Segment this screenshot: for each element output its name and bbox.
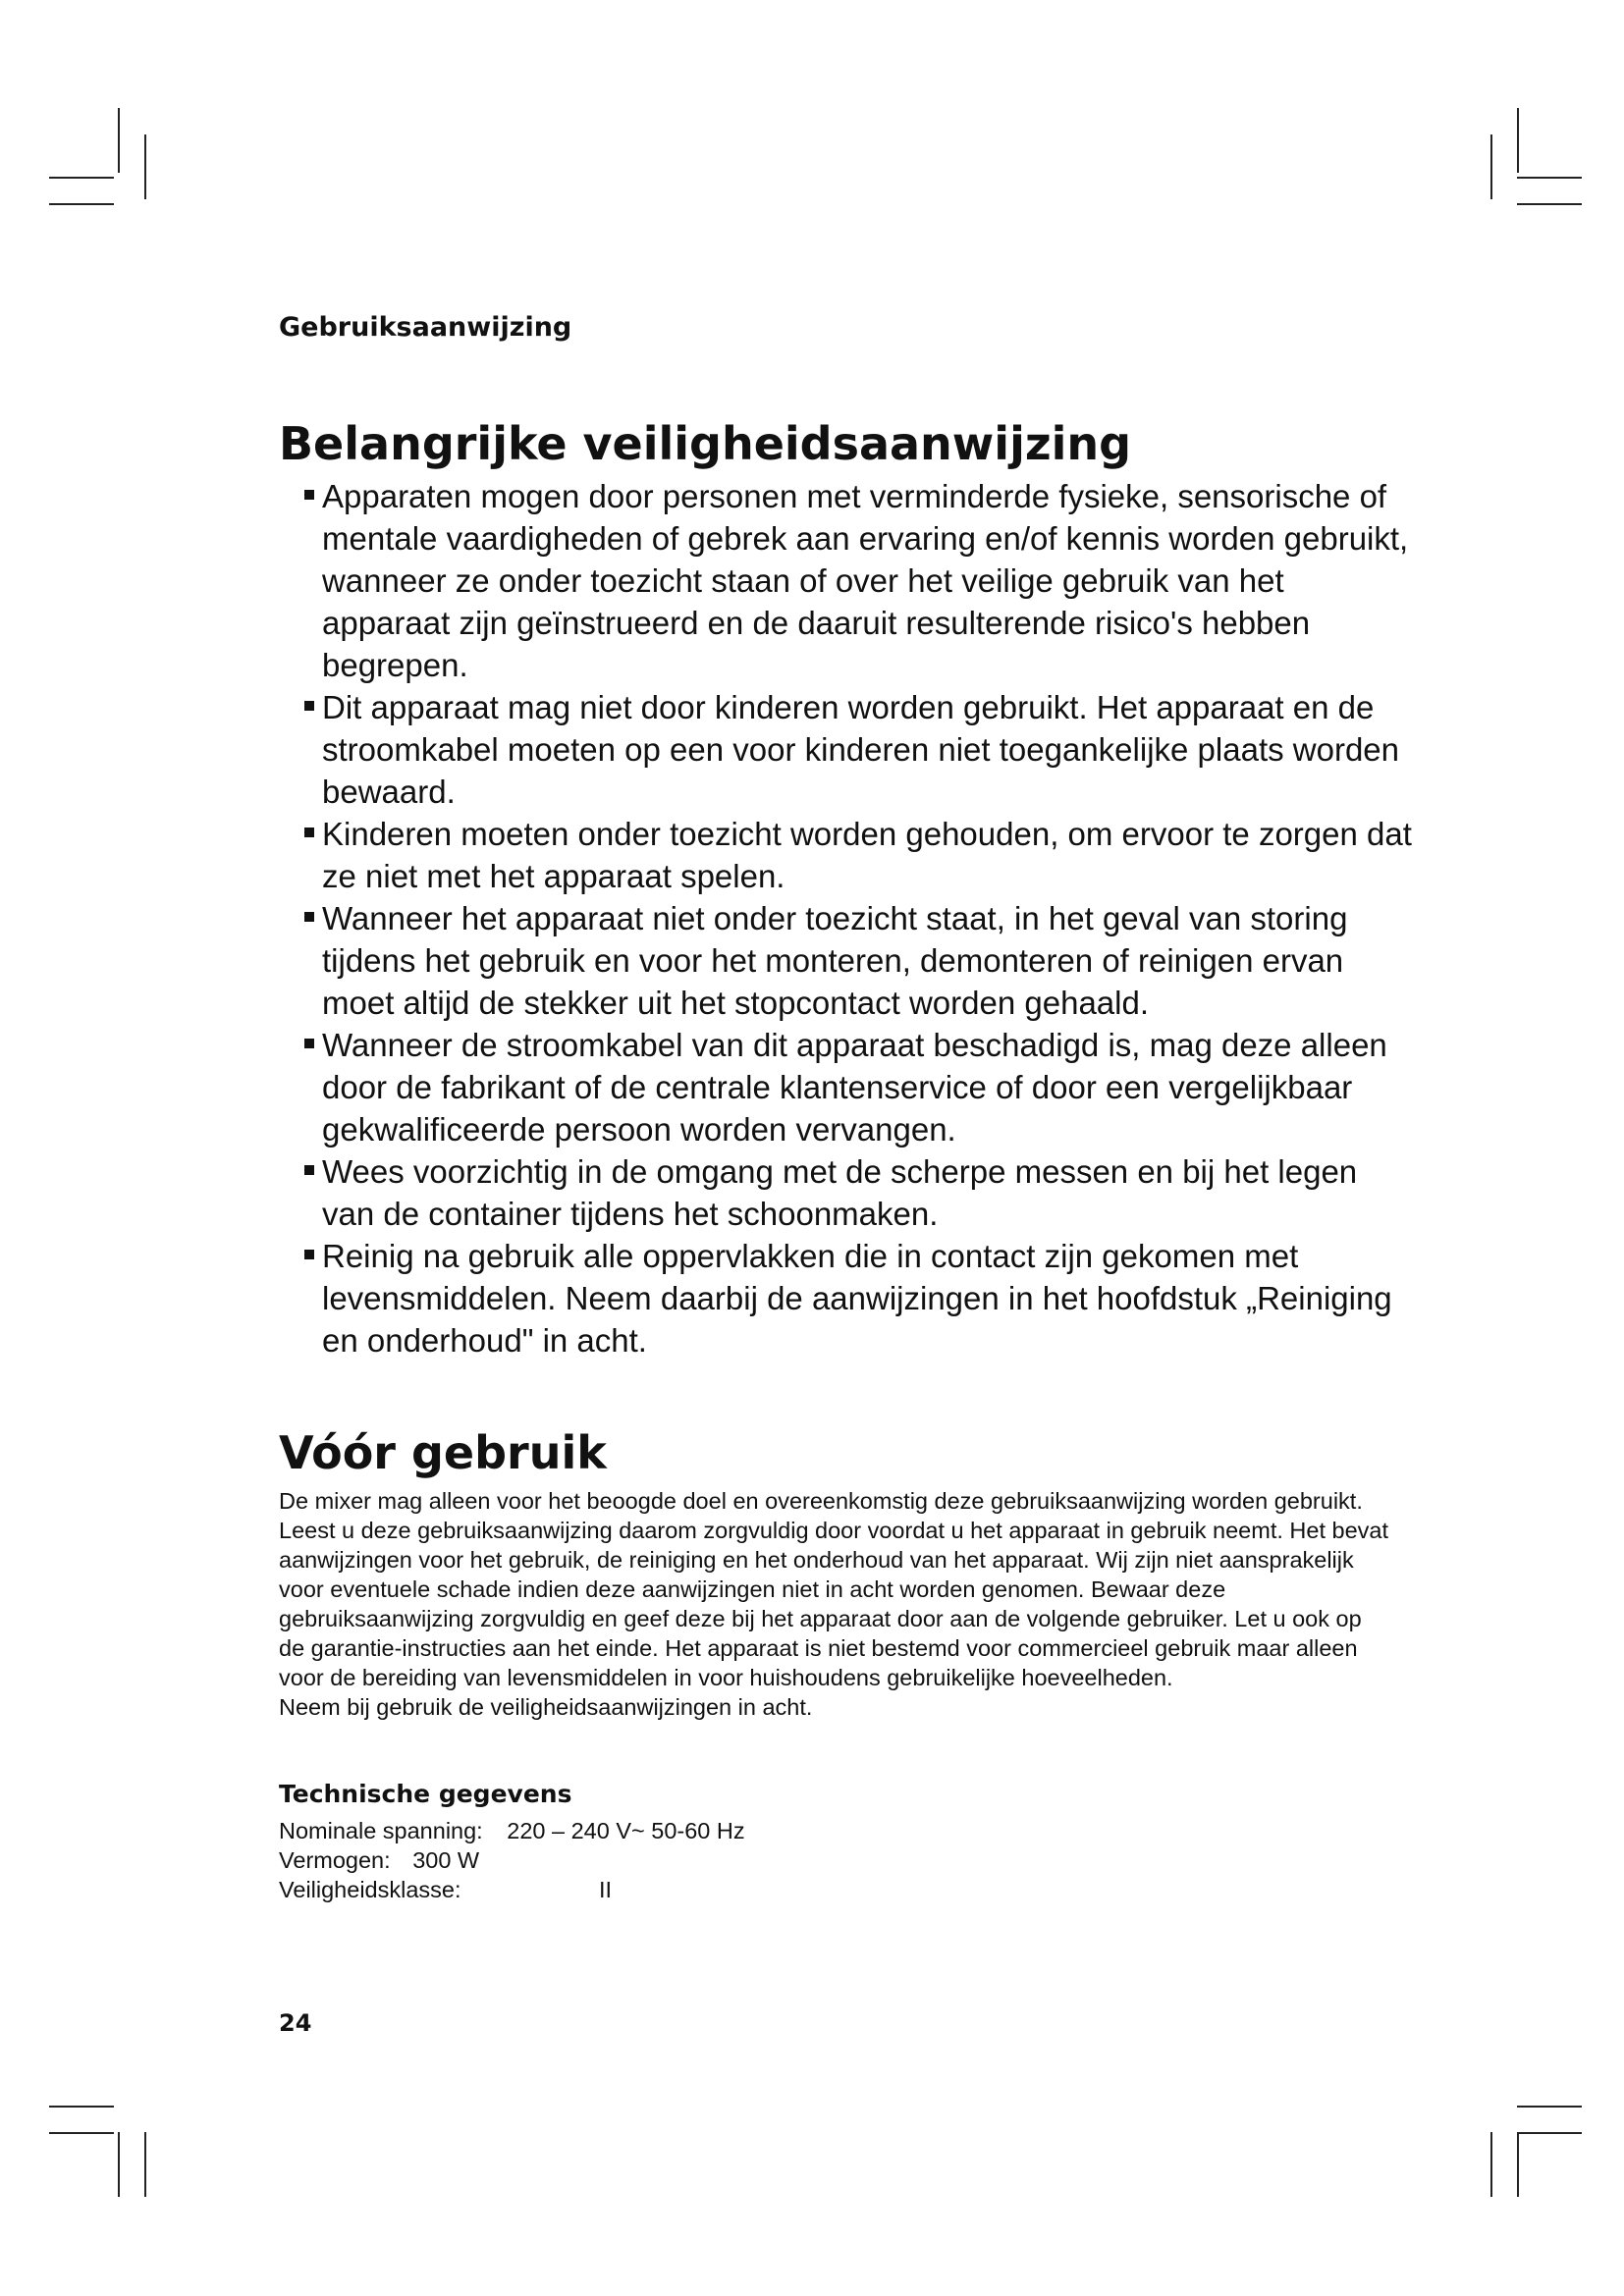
spec-row-class: [279, 1875, 745, 1904]
crop-mark: [1517, 2132, 1519, 2197]
crop-mark: [1517, 203, 1582, 205]
crop-mark: [1517, 177, 1582, 179]
crop-mark: [144, 2132, 146, 2197]
list-item: Kinderen moeten onder toezicht worden gehouden, om ervoor te zorgen dat ze niet met het apparaat spelen.: [316, 813, 1418, 897]
spec-label: Nominale spanning:: [279, 1818, 483, 1843]
list-item: Apparaten mogen door personen met verminderde fysieke, sensorische of mentale vaardigheden of gebrek aan ervaring en/of kennis worden gebruikt, wanneer ze onder toezicht staan of over het veilige gebruik van het apparaat zijn geïnstrueerd en de daaruit resulterende risico's hebben begrepen.: [316, 475, 1418, 686]
bullet-square-icon: [304, 1250, 314, 1259]
crop-mark: [144, 134, 146, 199]
spec-label: Veiligheidsklasse:: [279, 1877, 461, 1902]
bullet-square-icon: [304, 828, 314, 837]
tech-specs: [279, 1780, 745, 1904]
running-header: Gebruiksaanwijzing: [279, 312, 572, 343]
spec-row-voltage: [279, 1816, 745, 1845]
bullet-square-icon: [304, 912, 314, 922]
spec-value: II: [599, 1877, 613, 1902]
safety-list: [279, 475, 1418, 1362]
crop-mark: [118, 108, 120, 173]
before-use-paragraph: De mixer mag alleen voor het beoogde doel en overeenkomstig deze gebruiksaanwijzing worden gebruikt. Leest u deze gebruiksaanwijzing daarom zorgvuldig door voordat u het apparaat in gebruik neemt. Het bevat aanwijzingen voor het gebruik, de reiniging en het onderhoud van het apparaat. Wij zijn niet aansprakelijk voor eventuele schade indien deze aanwijzingen niet in acht worden genomen. Bewaar deze gebruiksaanwijzing zorgvuldig en geef deze bij het apparaat door aan de volgende gebruiker. Let u ook op de garantie-instructies aan het einde. Het apparaat is niet bestemd voor commercieel gebruik maar alleen voor de bereiding van levensmiddelen in voor huishoudens gebruikelijke hoeveelheden.: [279, 1488, 1388, 1691]
crop-mark: [1517, 2106, 1582, 2108]
spec-label: Vermogen:: [279, 1847, 391, 1873]
crop-mark: [49, 203, 114, 205]
bullet-square-icon: [304, 1165, 314, 1175]
bullet-square-icon: [304, 1039, 314, 1048]
bullet-square-icon: [304, 701, 314, 711]
crop-mark: [49, 2106, 114, 2108]
spec-row-power: [279, 1845, 745, 1875]
list-item: Wanneer het apparaat niet onder toezicht staat, in het geval van storing tijdens het gebruik en voor het monteren, demonteren of reinigen ervan moet altijd de stekker uit het stopcontact worden gehaald.: [316, 897, 1418, 1024]
safety-section: [279, 417, 1418, 1362]
bullet-square-icon: [304, 490, 314, 500]
crop-mark: [1490, 2132, 1492, 2197]
page-number: 24: [279, 2009, 312, 2037]
crop-mark: [1490, 134, 1492, 199]
list-item: Wees voorzichtig in de omgang met de scherpe messen en bij het legen van de container tijdens het schoonmaken.: [316, 1150, 1418, 1235]
crop-mark: [118, 2132, 120, 2197]
list-item: Wanneer de stroomkabel van dit apparaat beschadigd is, mag deze alleen door de fabrikant of de centrale klantenservice of door een vergelijkbaar gekwalificeerde persoon worden vervangen.: [316, 1024, 1418, 1150]
list-item: Dit apparaat mag niet door kinderen worden gebruikt. Het apparaat en de stroomkabel moeten op een voor kinderen niet toegankelijke plaats worden bewaard.: [316, 686, 1418, 813]
before-use-note: Neem bij gebruik de veiligheidsaanwijzingen in acht.: [279, 1694, 813, 1721]
spec-value: 220 – 240 V~ 50-60 Hz: [507, 1818, 745, 1843]
before-use-title: Vóór gebruik: [279, 1426, 607, 1479]
crop-mark: [49, 177, 114, 179]
list-item: Reinig na gebruik alle oppervlakken die in contact zijn gekomen met levensmiddelen. Neem daarbij de aanwijzingen in het hoofdstuk „Reiniging en onderhoud" in acht.: [316, 1235, 1418, 1362]
spec-value: 300 W: [412, 1847, 480, 1873]
tech-specs-title: Technische gegevens: [279, 1780, 572, 1808]
safety-title: Belangrijke veiligheidsaanwijzing: [279, 417, 1132, 470]
before-use-section: [279, 1426, 1418, 1722]
crop-mark: [49, 2132, 114, 2134]
crop-mark: [1517, 2132, 1582, 2134]
crop-mark: [1517, 108, 1519, 173]
